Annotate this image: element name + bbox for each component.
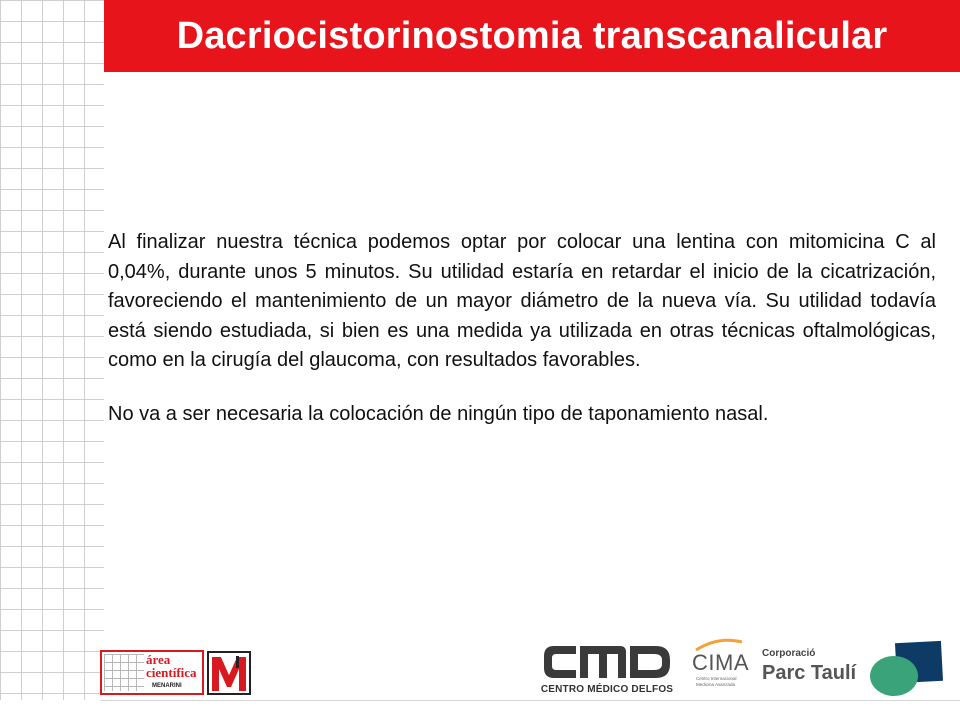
- corporacio-word: Corporació: [762, 648, 816, 659]
- area-cientifica-text: [146, 653, 197, 679]
- cima-subtitle: Centro Internacional Medicina Avanzada: [696, 676, 737, 687]
- cima-word: CIMA: [692, 650, 749, 675]
- green-circle-icon: [870, 656, 918, 696]
- cmd-caption: CENTRO MÉDICO DELFOS: [540, 684, 674, 695]
- slide-title: Dacriocistorinostomia transcanalicular: [176, 14, 888, 57]
- cmd-mark-icon: [536, 640, 678, 682]
- slide-body: [108, 228, 936, 453]
- area-word: área: [146, 652, 171, 667]
- body-paragraph-2: No va a ser necesaria la colocación de ningún tipo de taponamiento nasal.: [108, 402, 769, 425]
- menarini-m-logo: [207, 651, 251, 695]
- footer-divider: [100, 700, 960, 701]
- grid-icon: [104, 654, 144, 691]
- grid-decoration: [0, 0, 104, 700]
- body-paragraph-1: Al finalizar nuestra técnica podemos optar por colocar una lentina con mitomicina C al 0,04%, durante unos 5 minutos. Su utilidad estaría en retardar el inicio de la cicatrización, favoreciendo el mantenimiento de un mayor diámetro de la nueva vía. Su utilidad todavía está siendo estudiada, si bien es una medida ya utilizada en otras técnicas oftalmológicas, como en la cirugía del glaucoma, con resultados favorables.: [108, 231, 936, 371]
- parc-tauli-name: Parc Taulí: [762, 662, 857, 684]
- menarini-word: MENARINI: [152, 683, 182, 689]
- centro-medico-delfos-logo: [536, 640, 678, 698]
- cima-logo: [690, 638, 749, 698]
- cientifica-word: científica: [146, 665, 197, 680]
- title-bar: [104, 0, 960, 72]
- area-cientifica-logo: [100, 650, 204, 695]
- m-mark-icon: [209, 653, 249, 693]
- parc-tauli-logo: [762, 640, 952, 698]
